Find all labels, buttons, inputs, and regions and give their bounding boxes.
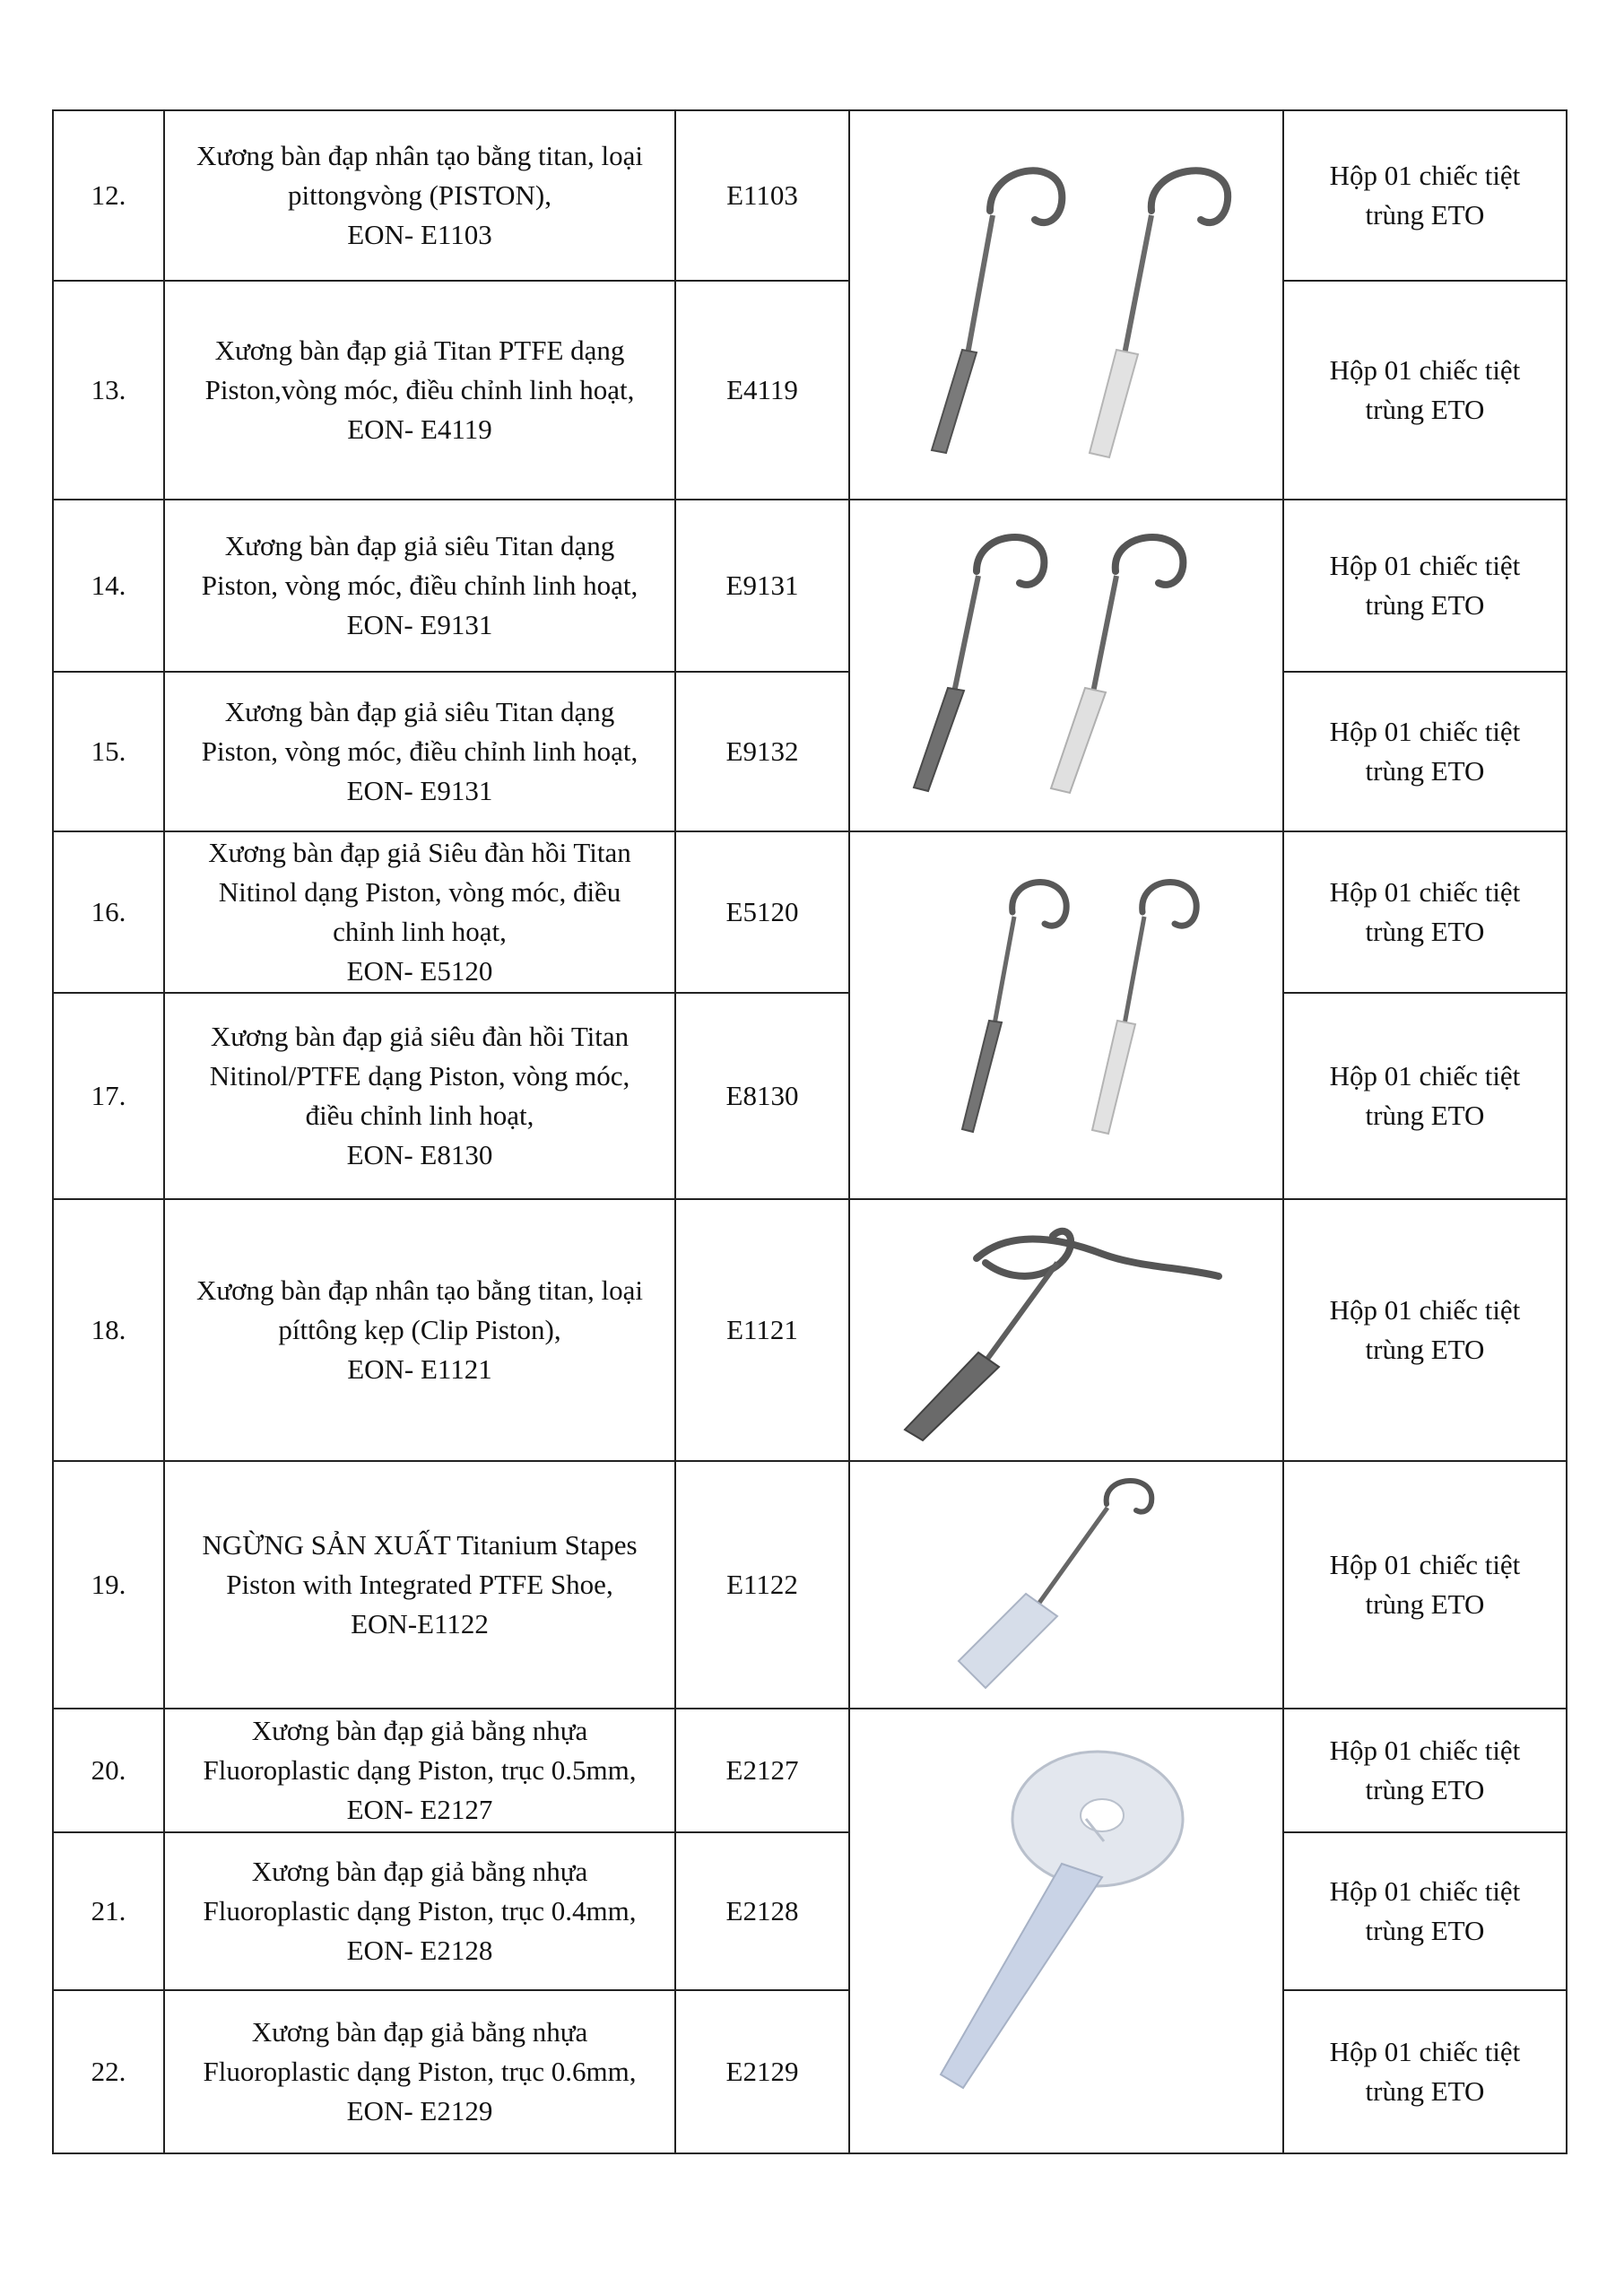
table-row [53,1990,1567,2153]
row-number: 12. [53,110,164,281]
packaging: Hộp 01 chiếc tiệt trùng ETO [1283,110,1567,281]
product-name: Xương bàn đạp giả siêu Titan dạng Piston, vòng móc, điều chỉnh linh hoạt, EON- E9131 [164,500,675,672]
row-number: 17. [53,993,164,1199]
row-number: 21. [53,1832,164,1990]
fluoroplastic-piston-icon [878,1729,1255,2133]
product-name: Xương bàn đạp giả Titan PTFE dạng Piston,vòng móc, điều chỉnh linh hoạt, EON- E4119 [164,281,675,500]
packaging: Hộp 01 chiếc tiệt trùng ETO [1283,1990,1567,2153]
product-name: NGỪNG SẢN XUẤT Titanium Stapes Piston with Integrated PTFE Shoe, EON-E1122 [164,1461,675,1709]
product-code: E1103 [675,110,849,281]
packaging: Hộp 01 chiếc tiệt trùng ETO [1283,1832,1567,1990]
product-name: Xương bàn đạp nhân tạo bằng titan, loại pittongvòng (PISTON), EON- E1103 [164,110,675,281]
table-row [53,1461,1567,1709]
table-row [53,993,1567,1199]
row-number: 13. [53,281,164,500]
product-image-cell [849,500,1283,831]
product-image-cell [849,1709,1283,2153]
product-name: Xương bàn đạp giả bằng nhựa Fluoroplastic dạng Piston, trục 0.6mm, EON- E2129 [164,1990,675,2153]
product-code: E2128 [675,1832,849,1990]
product-code: E2129 [675,1990,849,2153]
product-code: E1122 [675,1461,849,1709]
product-name: Xương bàn đạp giả siêu đàn hồi Titan Nitinol/PTFE dạng Piston, vòng móc, điều chỉnh linh hoạt, EON- E8130 [164,993,675,1199]
product-image-cell [849,110,1283,500]
ptfe-shoe-piston-icon [878,1468,1255,1701]
product-code: E1121 [675,1199,849,1461]
table-row [53,500,1567,672]
packaging: Hộp 01 chiếc tiệt trùng ETO [1283,993,1567,1199]
super-titanium-piston-pair-icon [878,513,1255,818]
product-name: Xương bàn đạp giả bằng nhựa Fluoroplastic dạng Piston, trục 0.5mm, EON- E2127 [164,1709,675,1832]
product-name: Xương bàn đạp giả Siêu đàn hồi Titan Nitinol dạng Piston, vòng móc, điều chỉnh linh hoạt, EON- E5120 [164,831,675,993]
product-code: E8130 [675,993,849,1199]
row-number: 14. [53,500,164,672]
product-code: E5120 [675,831,849,993]
packaging: Hộp 01 chiếc tiệt trùng ETO [1283,281,1567,500]
row-number: 16. [53,831,164,993]
nitinol-piston-pair-icon [887,863,1246,1168]
table-row [53,1199,1567,1461]
table-row [53,672,1567,831]
product-code: E4119 [675,281,849,500]
titanium-ptfe-piston-pair-icon [878,130,1255,480]
table-row [53,1832,1567,1990]
packaging: Hộp 01 chiếc tiệt trùng ETO [1283,672,1567,831]
row-number: 20. [53,1709,164,1832]
product-table [52,109,1568,2154]
product-image-cell [849,1461,1283,1709]
row-number: 19. [53,1461,164,1709]
row-number: 15. [53,672,164,831]
product-name: Xương bàn đạp giả bằng nhựa Fluoroplastic dạng Piston, trục 0.4mm, EON- E2128 [164,1832,675,1990]
row-number: 18. [53,1199,164,1461]
product-image-cell [849,1199,1283,1461]
product-image-cell [849,831,1283,1199]
product-code: E9131 [675,500,849,672]
packaging: Hộp 01 chiếc tiệt trùng ETO [1283,500,1567,672]
table-row [53,281,1567,500]
product-code: E2127 [675,1709,849,1832]
product-name: Xương bàn đạp nhân tạo bằng titan, loại píttông kẹp (Clip Piston), EON- E1121 [164,1199,675,1461]
packaging: Hộp 01 chiếc tiệt trùng ETO [1283,831,1567,993]
product-name: Xương bàn đạp giả siêu Titan dạng Piston, vòng móc, điều chỉnh linh hoạt, EON- E9131 [164,672,675,831]
clip-piston-icon [878,1209,1255,1451]
table-row [53,831,1567,993]
packaging: Hộp 01 chiếc tiệt trùng ETO [1283,1709,1567,1832]
table-row [53,1709,1567,1832]
product-code: E9132 [675,672,849,831]
packaging: Hộp 01 chiếc tiệt trùng ETO [1283,1199,1567,1461]
packaging: Hộp 01 chiếc tiệt trùng ETO [1283,1461,1567,1709]
table-row [53,110,1567,281]
row-number: 22. [53,1990,164,2153]
